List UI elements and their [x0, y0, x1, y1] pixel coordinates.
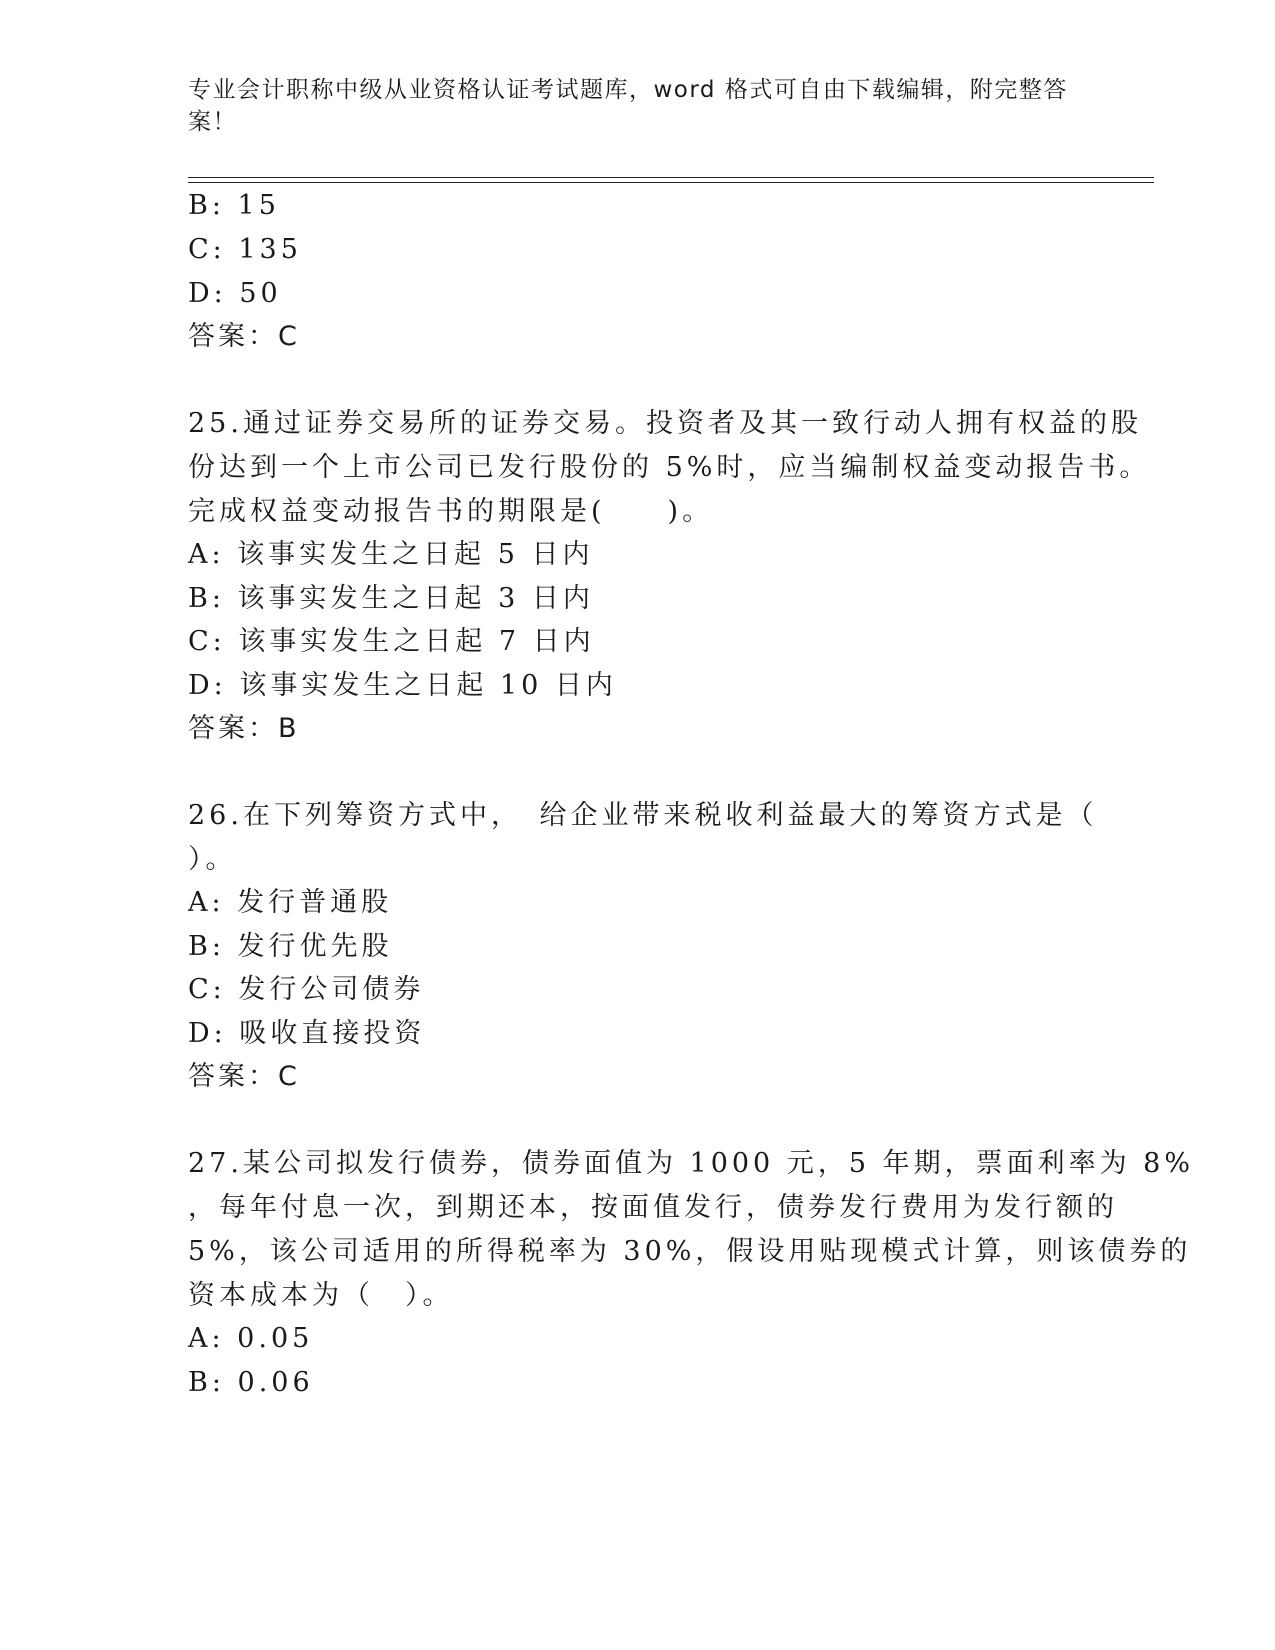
question-26-option-a: A: 发行普通股: [188, 887, 393, 918]
question-26-text: ）。: [188, 844, 237, 875]
question-25-option-b: B: 该事实发生之日起 3 日内: [188, 583, 594, 614]
question-27-option-b: B: 0.06: [188, 1367, 314, 1398]
question-26-option-d: D: 吸收直接投资: [188, 1018, 426, 1049]
question-25-text: 25.通过证券交易所的证券交易。投资者及其一致行动人拥有权益的股: [188, 408, 1142, 439]
question-27-text: 资本成本为（ ）。: [188, 1280, 454, 1311]
question-25-text: 份达到一个上市公司已发行股份的 5%时，应当编制权益变动报告书。: [188, 452, 1151, 483]
question-25-text: 完成权益变动报告书的期限是( )。: [188, 496, 714, 527]
answer: 答案：C: [188, 321, 300, 352]
question-25-option-d: D: 该事实发生之日起 10 日内: [188, 670, 617, 701]
option-b: B: 15: [188, 190, 280, 221]
header-rule-top: [188, 177, 1154, 178]
question-25-option-a: A: 该事实发生之日起 5 日内: [188, 539, 594, 570]
question-26-answer: 答案：C: [188, 1061, 300, 1092]
question-25-answer: 答案：B: [188, 713, 300, 744]
question-27-text: 5%，该公司适用的所得税率为 30%，假设用贴现模式计算，则该债券的: [188, 1236, 1192, 1267]
question-27-option-a: A: 0.05: [188, 1323, 314, 1354]
question-26-option-b: B: 发行优先股: [188, 931, 393, 962]
question-25-option-c: C: 该事实发生之日起 7 日内: [188, 626, 595, 657]
question-27-text: ，每年付息一次，到期还本，按面值发行，债券发行费用为发行额的: [188, 1192, 1118, 1223]
header-rule-bottom: [188, 182, 1154, 183]
option-d: D: 50: [188, 278, 282, 309]
option-c: C: 135: [188, 234, 302, 265]
question-27-text: 27.某公司拟发行债券，债券面值为 1000 元，5 年期，票面利率为 8%: [188, 1148, 1194, 1179]
document-header: 专业会计职称中级从业资格认证考试题库，word 格式可自由下载编辑，附完整答案！: [188, 77, 1068, 135]
question-26-text: 26.在下列筹资方式中， 给企业带来税收利益最大的筹资方式是（: [188, 800, 1098, 831]
question-26-option-c: C: 发行公司债券: [188, 974, 425, 1005]
